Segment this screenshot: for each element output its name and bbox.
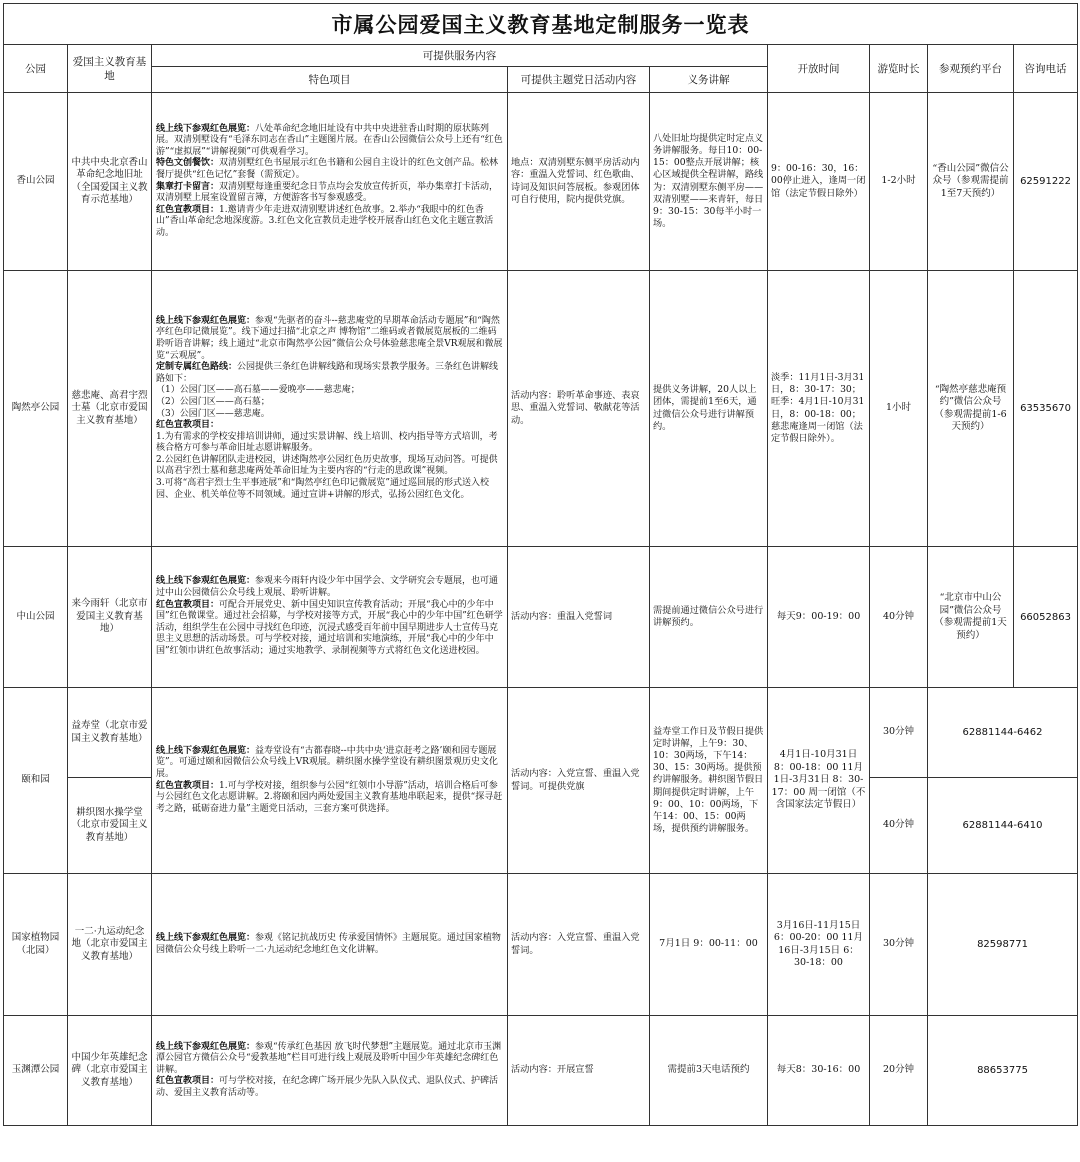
feature-text: 1.可与学校对接，组织参与公园“红领巾小导游”活动，培训合格后可参与公园红色文化志愿讲解。2.将颐和园内两处爱国主义教育基地串联起来，提供“探寻赶考之路，砥砺奋进力量”主题党日活动，三套方案可供选择。 — [156, 780, 503, 814]
party-activity: 地点：双清别墅东侧平房活动内容：重温入党誓词、红色歌曲、诗词及知识问答展板。参观团体可自行使用，院内提供党旗。 — [508, 93, 650, 271]
guide-service: 益寿堂工作日及节假日提供定时讲解，上午9：30、10：30两场，下午14：30、15：30两场。提供预约讲解服务。耕织图节假日期间提供定时讲解，上午9：00、10：00两场，下午14：00、15：00两场，提供预约讲解服务。 — [650, 688, 768, 874]
booking-platform: “香山公园”微信公众号（参观需提前1至7天预约） — [928, 93, 1014, 271]
header-phone: 咨询电话 — [1014, 45, 1078, 93]
feature-heading: 特色文创餐饮： — [156, 158, 220, 169]
phone-number: 66052863 — [1014, 547, 1078, 688]
booking-platform: “陶然亭慈悲庵预约”微信公众号（参观需提前1-6天预约） — [928, 271, 1014, 547]
feature-heading: 集章打卡留言： — [156, 181, 220, 192]
park-name: 颐和园 — [4, 688, 68, 874]
phone-number: 88653775 — [928, 1016, 1078, 1126]
feature-cell — [152, 93, 508, 271]
visit-duration: 40分钟 — [870, 547, 928, 688]
base-name: 益寿堂（北京市爱国主义教育基地） — [68, 688, 152, 778]
feature-heading: 红色宣教项目： — [156, 1076, 220, 1087]
park-name: 玉渊潭公园 — [4, 1016, 68, 1126]
feature-heading: 线上线下参观红色展览： — [156, 932, 256, 943]
guide-service: 提供义务讲解，20人以上团体，需提前1至6天，通过微信公众号进行讲解预约。 — [650, 271, 768, 547]
feature-text: 双清别墅每逢重要纪念日节点均会发放宣传折页，举办集章打卡活动，双清别墅上展室设置留言簿，方便游客书写参观感受。 — [156, 181, 499, 204]
feature-text: 可配合开展党史、新中国史知识宣传教育活动；开展“我心中的少年中国”红色微课堂。通过社会招募，与学校对接等方式，开展“我心中的少年中国”红色研学活动，组织学生在公园中寻找红色印迹，沉浸式感受百年前中国早期进步人士宣传马克思主义思想的活动场景。可与学校对接，通过培训和实地演练，开展“我心中的少年中国”红领巾讲红色故事活动；通过实地教学、录制视频等方式将红色文化送进校园。 — [156, 599, 503, 656]
park-name: 国家植物园（北园） — [4, 874, 68, 1016]
visit-duration: 30分钟 — [870, 874, 928, 1016]
guide-service: 八处旧址均提供定时定点义务讲解服务。每日10：00-15：00整点开展讲解；核心区域提供全程讲解，路线为：双清别墅东侧平房——双清别墅——来青轩，每日9：30-15：30每半小时一场。 — [650, 93, 768, 271]
feature-cell — [152, 547, 508, 688]
header-services: 可提供服务内容 — [152, 45, 768, 67]
feature-text: 参观《铭记抗战历史 传承爱国情怀》主题展览。通过国家植物园微信公众号线上聆听一二·九运动纪念地红色文化讲解。 — [156, 932, 501, 955]
party-activity: 活动内容：入党宣誓、重温入党誓词。 — [508, 874, 650, 1016]
feature-text: 参观来今雨轩内设少年中国学会、文学研究会专题展，也可通过中山公园微信公众号线上观展、聆听讲解。 — [156, 576, 499, 599]
feature-cell — [152, 271, 508, 547]
route-item: （2）公园门区——高石墓； — [156, 396, 270, 407]
header-base: 爱国主义教育基地 — [68, 45, 152, 93]
feature-text: 参观“传承红色基因 放飞时代梦想”主题展览。通过北京市玉渊潭公园官方微信公众号“爱教基地”栏目可进行线上观展及聆听中国少年英雄纪念碑红色讲解。 — [156, 1041, 502, 1075]
feature-heading: 定制专属红色路线： — [156, 362, 238, 373]
feature-heading: 线上线下参观红色展览： — [156, 123, 256, 134]
feature-heading: 线上线下参观红色展览： — [156, 745, 256, 756]
feature-text: 1.为有需求的学校安排培训讲师，通过实景讲解、线上培训、校内指导等方式培训，考核合格方可参与革命旧址志愿讲解服务。 — [156, 431, 498, 454]
park-name: 中山公园 — [4, 547, 68, 688]
opening-hours: 9：00-16：30，16：00停止进入，逢周一闭馆（法定节假日除外） — [768, 93, 870, 271]
table-row — [4, 688, 1078, 778]
feature-cell — [152, 1016, 508, 1126]
table-row — [4, 1016, 1078, 1126]
park-name: 香山公园 — [4, 93, 68, 271]
feature-heading: 线上线下参观红色展览： — [156, 576, 256, 587]
park-name: 陶然亭公园 — [4, 271, 68, 547]
opening-hours: 每天9：00-19：00 — [768, 547, 870, 688]
base-name: 耕织图水操学堂（北京市爱国主义教育基地） — [68, 778, 152, 874]
base-name: 中共中央北京香山革命纪念地旧址（全国爱国主义教育示范基地） — [68, 93, 152, 271]
phone-number: 62881144-6410 — [928, 778, 1078, 874]
feature-text: 2.公园红色讲解团队走进校园，讲述陶然亭公园红色历史故事，现场互动问答。可提供以高君宇烈士墓和慈悲庵两处革命旧址为主要内容的“行走的思政课”视频。 — [156, 454, 498, 477]
table-row — [4, 874, 1078, 1016]
table-row — [4, 547, 1078, 688]
visit-duration: 30分钟 — [870, 688, 928, 778]
visit-duration: 40分钟 — [870, 778, 928, 874]
party-activity: 活动内容：入党宣誓、重温入党誓词。可提供党旗 — [508, 688, 650, 874]
service-table — [3, 3, 1078, 1126]
party-activity: 活动内容：聆听革命事迹、表哀思、重温入党誓词、敬献花等活动。 — [508, 271, 650, 547]
base-name: 慈悲庵、高君宇烈士墓（北京市爱国主义教育基地） — [68, 271, 152, 547]
opening-hours: 淡季：11月1日-3月31日，8：30-17：30；旺季：4月1日-10月31日，8：00-18：00；慈悲庵逢周一闭馆（法定节假日除外）。 — [768, 271, 870, 547]
opening-hours: 4月1日-10月31日 8：00-18：00 11月1日-3月31日 8：30-17：00 周一闭馆（不含国家法定节假日） — [768, 688, 870, 874]
header-hours: 开放时间 — [768, 45, 870, 93]
feature-heading: 红色宣教项目： — [156, 780, 220, 791]
feature-heading: 线上线下参观红色展览： — [156, 315, 256, 326]
document-sheet — [3, 3, 1077, 1126]
phone-number: 62881144-6462 — [928, 688, 1078, 778]
feature-heading: 线上线下参观红色展览： — [156, 1041, 256, 1052]
feature-text: 八处革命纪念地旧址设有中共中央进驻香山时期的原状陈列展。双清别墅设有“毛泽东同志在香山”主题图片展。在香山公园微信公众号上还有“红色游”“虚拟展”“讲解视频”可供观看学习。 — [156, 123, 503, 157]
header-platform: 参观预约平台 — [928, 45, 1014, 93]
guide-service: 需提前通过微信公众号进行讲解预约。 — [650, 547, 768, 688]
feature-cell — [152, 688, 508, 874]
visit-duration: 1-2小时 — [870, 93, 928, 271]
base-name: 来今雨轩（北京市爱国主义教育基地） — [68, 547, 152, 688]
header-party: 可提供主题党日活动内容 — [508, 67, 650, 93]
route-item: （1）公园门区——高石墓——爱晚亭——慈悲庵； — [156, 385, 360, 396]
feature-heading: 红色宣教项目： — [156, 599, 220, 610]
feature-text: 双清别墅红色书屋展示红色书籍和公园自主设计的红色文创产品。松林餐厅提供“红色记忆”套餐（需预定）。 — [156, 158, 499, 180]
page-title: 市属公园爱国主义教育基地定制服务一览表 — [4, 4, 1078, 45]
route-item: （3）公园门区——慈悲庵。 — [156, 408, 270, 419]
feature-text: 参观“先驱者的奋斗--慈悲庵党的早期革命活动专题展”和“陶然亭红色印记微展览”。线下通过扫描“北京之声 博物馆”二维码或者微展览展板的二维码聆听语音讲解；线上通过“北京市陶然亭公园”微信公众号体验慈悲庵全景VR观展和微展览“云观展”。 — [156, 315, 503, 361]
phone-number: 82598771 — [928, 874, 1078, 1016]
feature-heading: 红色宣教项目： — [156, 204, 220, 215]
visit-duration: 1小时 — [870, 271, 928, 547]
header-feature: 特色项目 — [152, 67, 508, 93]
booking-platform: “北京市中山公园”微信公众号（参观需提前1天预约） — [928, 547, 1014, 688]
feature-text: 益寿堂设有“古都春晓--中共中央‘进京赶考之路’颐和园专题展览”。可通过颐和园微信公众号线上VR观展。耕织图水操学堂设有耕织图景观历史文化展。 — [156, 745, 498, 779]
opening-hours: 3月16日-11月15日 6：00-20：00 11月16日-3月15日 6：30-18：00 — [768, 874, 870, 1016]
base-name: 一二·九运动纪念地（北京市爱国主义教育基地） — [68, 874, 152, 1016]
header-park: 公园 — [4, 45, 68, 93]
party-activity: 活动内容：开展宣誓 — [508, 1016, 650, 1126]
feature-text: 可与学校对接，在纪念碑广场开展少先队入队仪式、退队仪式、护碑活动、爱国主义教育活动等。 — [156, 1076, 499, 1098]
feature-cell — [152, 874, 508, 1016]
feature-text: 1.邀请青少年走进双清别墅讲述红色故事。2.举办“我眼中的红色香山”香山革命纪念地深度游。3.红色文化宣教员走进学校开展香山红色文化主题宣教活动。 — [156, 204, 494, 238]
guide-service: 7月1日 9：00-11：00 — [650, 874, 768, 1016]
phone-number: 62591222 — [1014, 93, 1078, 271]
party-activity: 活动内容：重温入党誓词 — [508, 547, 650, 688]
guide-service: 需提前3天电话预约 — [650, 1016, 768, 1126]
phone-number: 63535670 — [1014, 271, 1078, 547]
feature-heading: 红色宣教项目： — [156, 420, 220, 431]
feature-text: 公园提供三条红色讲解线路和现场实景教学服务。三条红色讲解线路如下： — [156, 362, 499, 384]
base-name: 中国少年英雄纪念碑（北京市爱国主义教育基地） — [68, 1016, 152, 1126]
header-guide: 义务讲解 — [650, 67, 768, 93]
opening-hours: 每天8：30-16：00 — [768, 1016, 870, 1126]
header-duration: 游览时长 — [870, 45, 928, 93]
feature-text: 3.可将“高君宇烈士生平事迹展”和“陶然亭红色印记微展览”通过巡回展的形式送入校园、企业、机关单位等不同领域。通过宣讲+讲解的形式，弘扬公园红色文化。 — [156, 478, 489, 500]
visit-duration: 20分钟 — [870, 1016, 928, 1126]
table-row — [4, 271, 1078, 547]
table-row — [4, 93, 1078, 271]
